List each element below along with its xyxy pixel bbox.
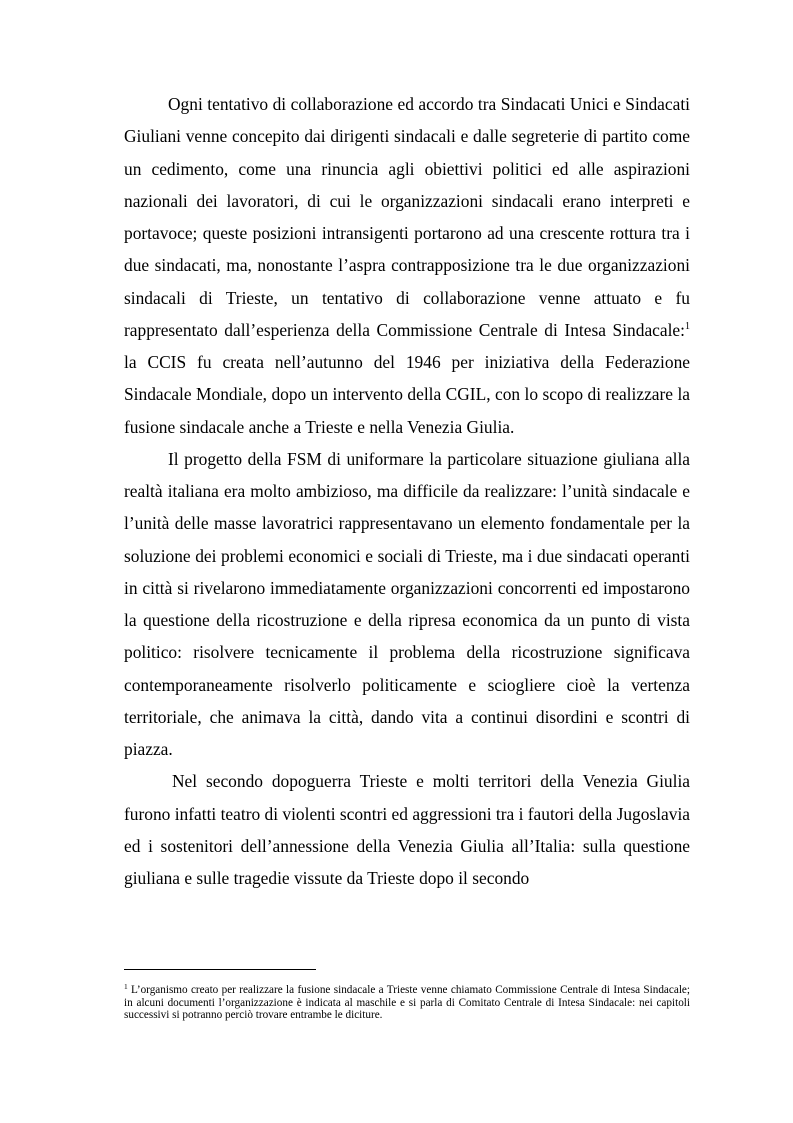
footnote-text: L’organismo creato per realizzare la fusione sindacale a Trieste venne chiamato Commissione Centrale di Intesa Sindacale; in alcuni documenti l’organizzazione è indicata al maschile e si parla di Comitato Centrale di Intesa Sindacale: nei capitoli successivi si potranno perciò trovare entrambe le diciture. [124, 984, 690, 1022]
paragraph-3: Nel secondo dopoguerra Trieste e molti territori della Venezia Giulia furono infatti teatro di violenti scontri ed aggressioni tra i fautori della Jugoslavia ed i sostenitori dell’annessione della Venezia Giulia all’Italia: sulla questione giuliana e sulle tragedie vissute da Trieste dopo il secondo [124, 771, 691, 888]
paragraph-2: Il progetto della FSM di uniformare la particolare situazione giuliana alla realtà italiana era molto ambizioso, ma difficile da realizzare: l’unità sindacale e l’unità delle masse lavoratrici rappresentavano un elemento fondamentale per la soluzione dei problemi economici e sociali di Trieste, ma i due sindacati operanti in città si rivelarono immediatamente organizzazioni concorrenti ed impostarono la questione della ricostruzione e della ripresa economica da un punto di vista politico: risolvere tecnicamente il problema della ricostruzione significava contemporaneamente risolverlo politicamente e sciogliere cioè la vertenza territoriale, che animava la città, dando vita a continui disordini e scontri di piazza. [124, 448, 690, 759]
footnote-number: 1 [124, 982, 128, 991]
footnote-separator [124, 969, 316, 970]
footnote-1 [124, 984, 690, 1022]
paragraph-1-continuation: la CCIS fu creata nell’autunno del 1946 per iniziativa della Federazione Sindacale Mondiale, dopo un intervento della CGIL, con lo scopo di realizzare la fusione sindacale anche a Trieste e nella Venezia Giulia. [124, 352, 690, 437]
footnote-reference[interactable]: 1 [685, 320, 690, 332]
footnote-area [124, 969, 690, 1022]
page-body [124, 88, 690, 894]
paragraph-1-text: Ogni tentativo di collaborazione ed accordo tra Sindacati Unici e Sindacati Giuliani venne concepito dai dirigenti sindacali e dalle segreterie di partito come un cedimento, come una rinuncia agli obiettivi politici ed alle aspirazioni nazionali dei lavoratori, di cui le organizzazioni sindacali erano interpreti e portavoce; queste posizioni intransigenti portarono ad una crescente rottura tra i due sindacati, ma, nonostante l’aspra contrapposizione tra le due organizzazioni sindacali di Trieste, un tentativo di collaborazione venne attuato e fu rappresentato dall’esperienza della Commissione Centrale di Intesa Sindacale: [124, 94, 690, 340]
paragraph-1 [124, 88, 690, 443]
